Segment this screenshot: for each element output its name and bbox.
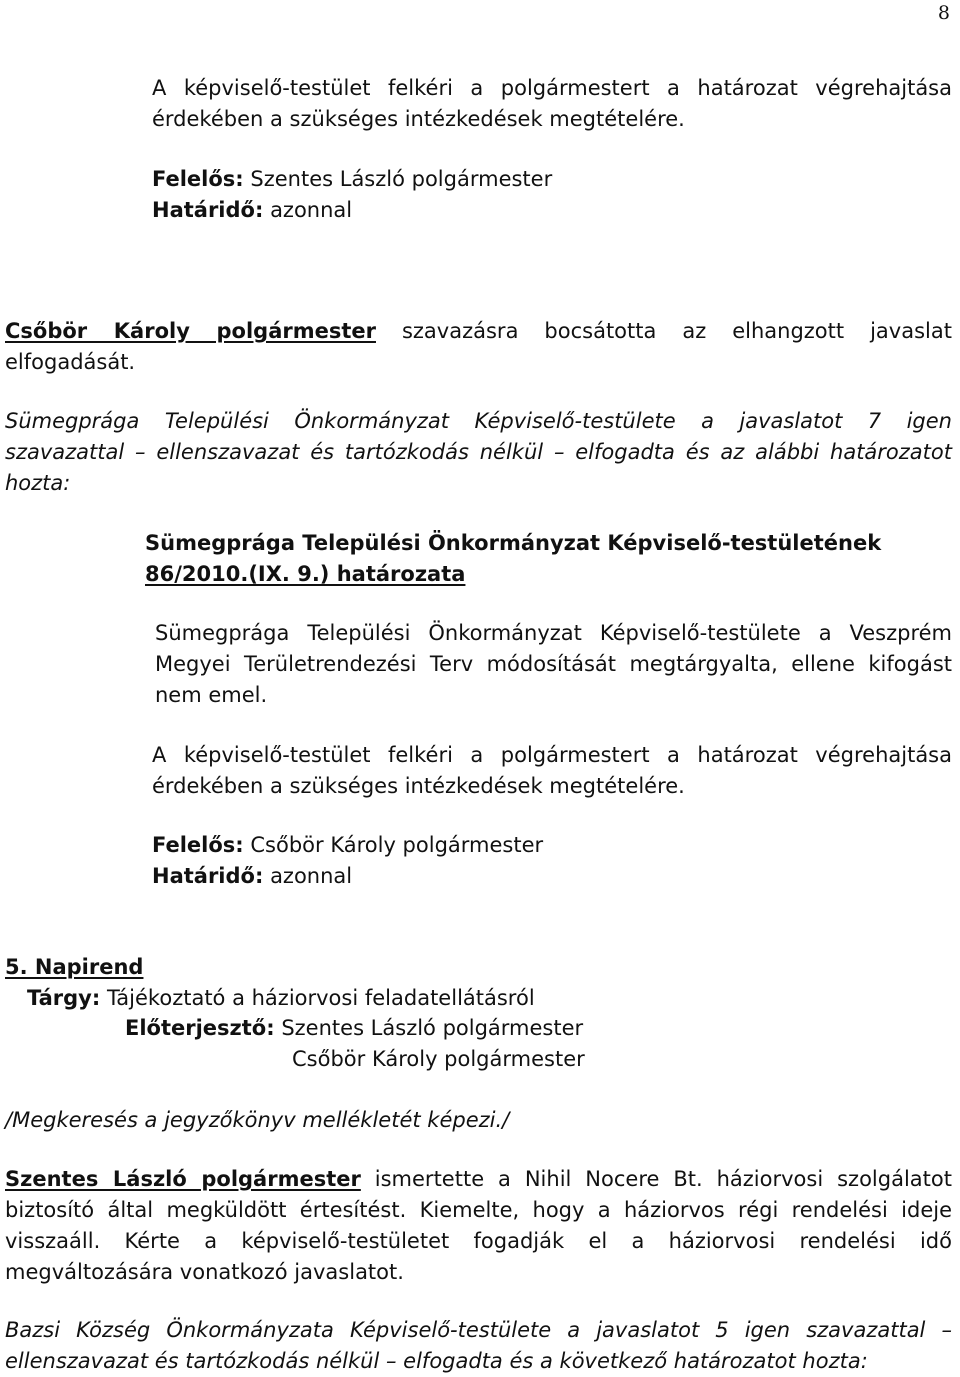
deadline-line bbox=[152, 861, 952, 892]
targy-label: Tárgy: bbox=[27, 986, 101, 1010]
agenda-presenter bbox=[125, 1013, 583, 1044]
paragraph-line: Bazsi Község Önkormányzata Képviselő-testülete a javaslatot 5 igen szavazattal – bbox=[5, 1318, 952, 1342]
speaker-name: Szentes László polgármester bbox=[5, 1167, 361, 1191]
targy-value: Tájékoztató a háziorvosi feladatellátásról bbox=[106, 986, 535, 1010]
hatarido-value: azonnal bbox=[270, 198, 353, 222]
eloterjeszto-value: Szentes László polgármester bbox=[281, 1016, 584, 1040]
paragraph-line: Megyei Területrendezési Terv módosítását megtárgyalta, ellene kifogást bbox=[155, 652, 952, 676]
paragraph-line: A képviselő-testület felkéri a polgármestert a határozat végrehajtása bbox=[152, 743, 952, 767]
felelos-value: Csőbör Károly polgármester bbox=[250, 833, 544, 857]
agenda-presenter-2: Csőbör Károly polgármester bbox=[292, 1047, 585, 1071]
paragraph-line bbox=[5, 1164, 952, 1195]
hatarido-label: Határidő: bbox=[152, 864, 264, 888]
paragraph-request-1 bbox=[152, 73, 952, 135]
paragraph-line: megváltozására vonatkozó javaslatot. bbox=[5, 1260, 404, 1284]
paragraph-vote-result-2 bbox=[5, 1315, 952, 1377]
paragraph-line: ellenszavazat és tartózkodás nélkül – elfogadta és a következő határozatot hozta: bbox=[5, 1349, 868, 1373]
paragraph-mayor-report bbox=[5, 1164, 952, 1288]
page-number: 8 bbox=[937, 2, 950, 24]
paragraph-text: szavazásra bocsátotta az elhangzott javaslat bbox=[401, 319, 952, 343]
paragraph-text: ismertette a Nihil Nocere Bt. háziorvosi szolgálatot bbox=[374, 1167, 952, 1191]
paragraph-line: nem emel. bbox=[155, 683, 268, 707]
paragraph-line: Sümegprága Települési Önkormányzat Képviselő-testülete a javaslatot 7 igen bbox=[5, 409, 952, 433]
responsible-block-2 bbox=[152, 830, 952, 892]
resolution-number: 86/2010.(IX. 9.) határozata bbox=[145, 562, 466, 586]
paragraph-request-2 bbox=[152, 740, 952, 802]
paragraph-resolution-body bbox=[155, 618, 952, 711]
responsible-block-1 bbox=[152, 164, 952, 226]
resolution-title bbox=[145, 528, 945, 590]
felelos-label: Felelős: bbox=[152, 167, 244, 191]
resolution-title-line: Sümegprága Települési Önkormányzat Képviselő-testületének bbox=[145, 531, 882, 555]
eloterjeszto-label: Előterjesztő: bbox=[125, 1016, 275, 1040]
resolution-title-line bbox=[145, 559, 945, 590]
paragraph-vote-result bbox=[5, 406, 952, 499]
paragraph-line: biztosító által megküldött értesítést. Kiemelte, hogy a háziorvos régi rendelési ideje bbox=[5, 1198, 952, 1222]
hatarido-label: Határidő: bbox=[152, 198, 264, 222]
paragraph-line: hozta: bbox=[5, 471, 71, 495]
paragraph-line: visszaáll. Kérte a képviselő-testületet fogadják el a háziorvosi rendelési idő bbox=[5, 1229, 952, 1253]
paragraph-line: A képviselő-testület felkéri a polgármestert a határozat végrehajtása bbox=[152, 76, 952, 100]
responsible-line bbox=[152, 164, 952, 195]
paragraph-vote-call bbox=[5, 316, 952, 378]
attachment-note: /Megkeresés a jegyzőkönyv mellékletét képezi./ bbox=[5, 1108, 510, 1132]
paragraph-line: érdekében a szükséges intézkedések megtételére. bbox=[152, 774, 685, 798]
paragraph-line: érdekében a szükséges intézkedések megtételére. bbox=[152, 107, 685, 131]
agenda-subject bbox=[27, 983, 535, 1014]
felelos-label: Felelős: bbox=[152, 833, 244, 857]
responsible-line bbox=[152, 830, 952, 861]
speaker-name: Csőbör Károly polgármester bbox=[5, 319, 376, 343]
hatarido-value: azonnal bbox=[270, 864, 353, 888]
deadline-line bbox=[152, 195, 952, 226]
paragraph-line: szavazattal – ellenszavazat és tartózkodás nélkül – elfogadta és az alábbi határozatot bbox=[5, 440, 952, 464]
felelos-value: Szentes László polgármester bbox=[250, 167, 553, 191]
paragraph-line: elfogadását. bbox=[5, 350, 136, 374]
paragraph-line: Sümegprága Települési Önkormányzat Képviselő-testülete a Veszprém bbox=[155, 621, 952, 645]
agenda-heading: 5. Napirend bbox=[5, 955, 144, 979]
paragraph-line bbox=[5, 316, 952, 347]
